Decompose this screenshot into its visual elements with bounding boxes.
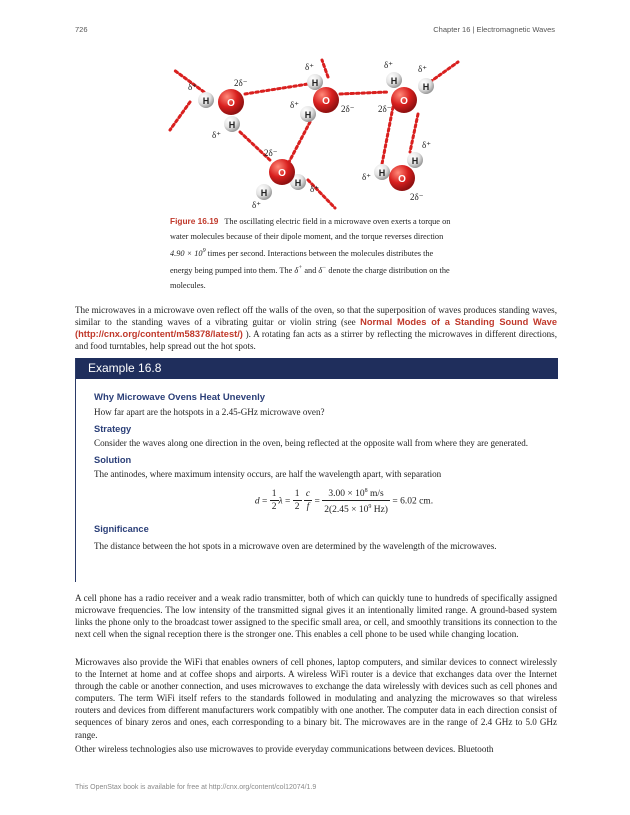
page-number: 726 [75,25,88,34]
svg-text:2δ⁻: 2δ⁻ [341,104,355,114]
delta-minus-symbol: δ− [318,265,327,276]
svg-text:δ⁺: δ⁺ [310,184,319,194]
svg-text:2δ⁻: 2δ⁻ [378,104,392,114]
significance-text: The distance between the hot spots in a microwave oven are determined by the wavelength of the microwaves. [94,541,497,551]
separation-equation: d = $\frac{1}{2}$ λ = $\frac{1}{2}$ $\frac{c}{f}$ = $\frac{3.00 \times 10^8 m/s}{2(2.45 \times 10^9 Hz)}$ = 6.02 cm. [254,488,434,516]
svg-text:H: H [294,178,302,188]
solution-text: The antinodes, where maximum intensity occurs, are half the wavelength apart, with separation [94,469,442,479]
svg-text:δ⁺: δ⁺ [305,62,314,72]
svg-text:H: H [311,78,319,88]
svg-text:δ⁺: δ⁺ [212,130,221,140]
svg-text:H: H [228,120,236,130]
strategy-heading: Strategy [94,424,132,434]
svg-text:H: H [422,82,430,92]
svg-text:δ⁺: δ⁺ [252,200,261,210]
svg-text:H: H [202,96,210,106]
svg-text:2δ⁻: 2δ⁻ [410,192,424,202]
other-wireless-paragraph: Other wireless technologies also use microwaves to provide everyday communications between devices. Bluetooth [75,744,494,754]
svg-text:H: H [260,188,268,198]
svg-text:H: H [390,76,398,86]
svg-text:δ⁺: δ⁺ [290,100,299,110]
example-box [75,358,558,582]
svg-text:H: H [411,156,419,166]
svg-text:δ⁺: δ⁺ [362,172,371,182]
intro-paragraph: The microwaves in a microwave oven reflect off the walls of the oven, so that the superposition of waves produces standing waves, similar to the standing waves of a vibrating guitar or violin string (see Normal Modes of a Standing Sound Wave (http://cnx.org/content/m58378/latest/) ). A rotating fan acts as a stirrer by reflecting the microwaves in different directions, and food turntables, help spread out the hot spots. [75,305,557,352]
strategy-text: Consider the waves along one direction in the oven, being reflected at the opposite wall from where they are generated. [94,438,529,448]
example-header: Example 16.8 [76,358,558,379]
water-molecule [198,89,244,132]
svg-text:2δ⁻: 2δ⁻ [234,78,248,88]
significance-heading: Significance [94,524,149,534]
water-molecule [374,152,423,191]
example-question: How far apart are the hotspots in a 2.45-GHz microwave oven? [94,407,325,417]
svg-text:O: O [227,98,235,109]
svg-text:δ⁺: δ⁺ [422,140,431,150]
svg-text:O: O [278,168,286,179]
svg-text:2δ⁻: 2δ⁻ [264,148,278,158]
cellphone-paragraph: A cell phone has a radio receiver and a weak radio transmitter, both of which can quickly tune to hundreds of specifically assigned microwave frequencies. The low intensity of the transmitted signal gives it an intentionally limited range. A ground-based system links the phone only to the broadcast tower assigned to the specific small area, or cell, and smoothly transitions its connection to the next cell when the signal reception there is the stronger one. This enables a cell phone to be used while changing location. [75,593,557,640]
svg-text:H: H [304,110,312,120]
rate-value: $4.90 \times 10^9$ [170,248,206,258]
svg-text:O: O [398,174,406,185]
svg-text:O: O [322,96,330,107]
svg-text:δ⁺: δ⁺ [418,64,427,74]
footer-note: This OpenStax book is available for free at http://cnx.org/content/col12074/1.9 [75,784,317,791]
svg-text:O: O [400,96,408,107]
water-molecule [256,159,306,200]
figure-label: Figure 16.19 [170,216,219,226]
water-molecules-figure [160,52,480,212]
svg-text:H: H [378,168,386,178]
svg-text:δ⁺: δ⁺ [384,60,393,70]
wifi-paragraph: Microwaves also provide the WiFi that enables owners of cell phones, laptop computers, and similar devices to connect wirelessly to the Internet at home and at coffee shops and airports. A wireless WiFi router is a device that exchanges data over the Internet through the cable or another connection, and uses microwaves to exchange the data wirelessly with devices such as cell phones and computers. The term WiFi itself refers to the standards followed in modulating and analyzing the microwaves so that wireless routers and devices from different manufacturers work compatibly with one another. The computer data in each direction consist of sequences of binary zeros and ones, each corresponding to a binary bit. The microwaves are in the range of 2.4 GHz to 5.0 GHz range. [75,657,557,740]
solution-heading: Solution [94,455,132,465]
water-molecule [386,72,434,113]
delta-plus-symbol: δ+ [294,265,303,276]
normal-modes-link[interactable]: Normal Modes of a Standing Sound Wave (http://cnx.org/content/m58378/latest/) [75,317,557,340]
svg-text:δ⁺: δ⁺ [188,82,197,92]
water-molecule [300,74,339,122]
figure-caption: Figure 16.19 The oscillating electric field in a microwave oven exerts a torque on water molecules because of their dipole moment, and the torque reverses direction $4.90 \times 10^9$ times per second. Interactions between the molecules distributes the energy being pumped into them. The δ+ and δ− denote the charge distribution on the molecules. [170,216,451,290]
example-title: Why Microwave Ovens Heat Unevenly [94,392,266,403]
chapter-title: Chapter 16 | Electromagnetic Waves [433,25,555,34]
